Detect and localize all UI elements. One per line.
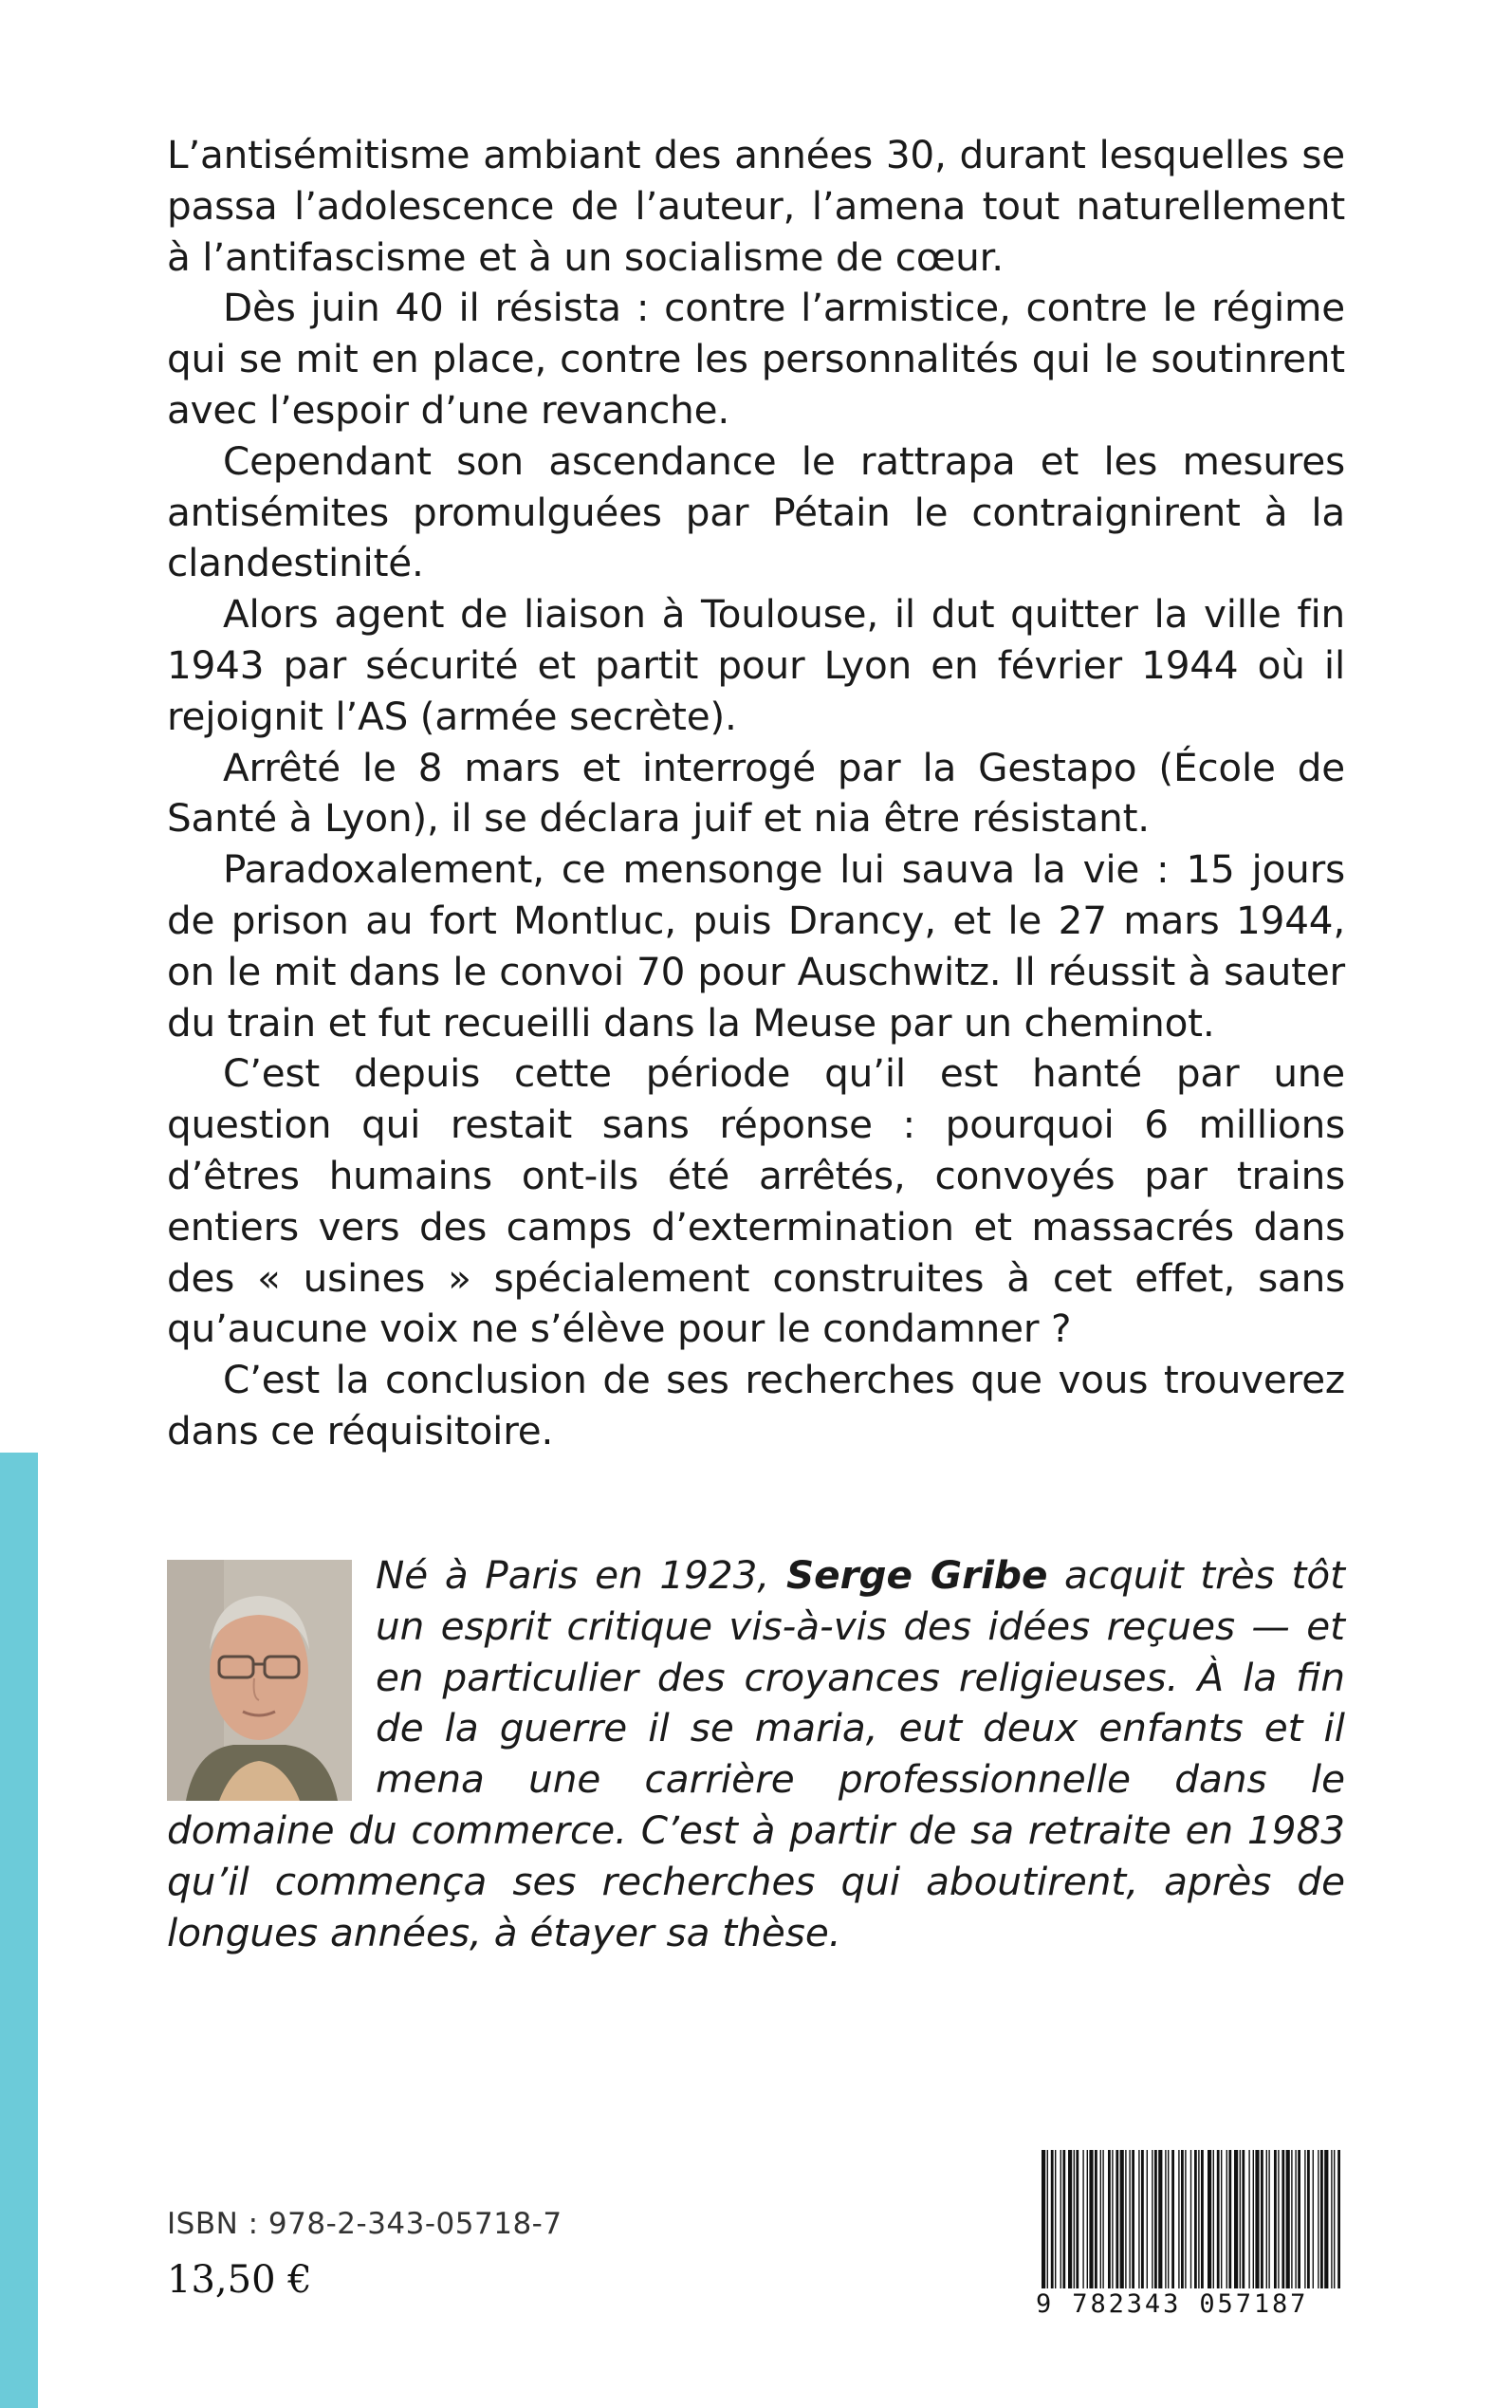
barcode-bar <box>1141 2150 1144 2288</box>
barcode-bar <box>1337 2150 1340 2288</box>
barcode-bar <box>1082 2150 1083 2288</box>
barcode-bar <box>1108 2150 1111 2288</box>
barcode-bar <box>1253 2150 1254 2288</box>
barcode-bar <box>1168 2150 1169 2288</box>
barcode-bar <box>1261 2150 1263 2288</box>
barcode-bar <box>1240 2150 1241 2288</box>
barcode-bar <box>1295 2150 1296 2288</box>
barcode-bar <box>1266 2150 1267 2288</box>
paragraph-1: L’antisémitisme ambiant des années 30, durant lesquelles se passa l’adolescence de l’auteur, l’amena tout naturellement à l’antifascisme et à un socialisme de cœur. <box>167 132 1345 280</box>
barcode-bar <box>1304 2150 1305 2288</box>
barcode-bar <box>1129 2150 1130 2288</box>
barcode-bar <box>1102 2150 1103 2288</box>
barcode-bar <box>1291 2150 1292 2288</box>
isbn-label: ISBN : 978-2-343-05718-7 <box>167 2207 562 2241</box>
barcode-bar <box>1095 2150 1097 2288</box>
barcode-bar <box>1185 2150 1186 2288</box>
paragraph-8: C’est la conclusion de ses recherches que vous trouverez dans ce réquisitoire. <box>167 1357 1345 1454</box>
barcode-bar <box>1226 2150 1227 2288</box>
barcode-bar <box>1307 2150 1310 2288</box>
barcode-bar <box>1055 2150 1056 2288</box>
barcode-bar <box>1324 2150 1328 2288</box>
barcode-bar <box>1334 2150 1335 2288</box>
barcode-bar <box>1125 2150 1126 2288</box>
author-name: Serge Gribe <box>785 1552 1048 1598</box>
author-bio <box>167 1550 1345 1958</box>
barcode-bar <box>1178 2150 1179 2288</box>
barcode-bar <box>1116 2150 1118 2288</box>
barcode-bar <box>1228 2150 1231 2288</box>
barcode-bar <box>1255 2150 1259 2288</box>
paragraph-4: Alors agent de liaison à Toulouse, il dut quitter la ville fin 1943 par sécurité et partit pour Lyon en février 1944 où il rejoignit l’AS (armée secrète). <box>167 591 1345 739</box>
side-color-stripe <box>0 1453 38 2408</box>
barcode-bar <box>1158 2150 1162 2288</box>
barcode-bar <box>1138 2150 1139 2288</box>
barcode-bar <box>1248 2150 1249 2288</box>
barcode-bar <box>1221 2150 1222 2288</box>
barcode-bar <box>1217 2150 1220 2288</box>
barcode-bar <box>1089 2150 1093 2288</box>
barcode-bar <box>1194 2150 1197 2288</box>
back-cover-summary <box>167 130 1345 1457</box>
barcode-bar <box>1112 2150 1113 2288</box>
barcode-bar <box>1181 2150 1184 2288</box>
barcode-bar <box>1047 2150 1048 2288</box>
barcode-bar <box>1268 2150 1269 2288</box>
barcode-bar <box>1201 2150 1204 2288</box>
barcode-bar <box>1154 2150 1157 2288</box>
barcode-bar <box>1132 2150 1134 2288</box>
barcode-bar <box>1074 2150 1075 2288</box>
barcode-bar <box>1062 2150 1065 2288</box>
barcode-bar <box>1087 2150 1088 2288</box>
barcode-bar <box>1242 2150 1245 2288</box>
author-photo <box>167 1560 352 1801</box>
barcode-bar <box>1286 2150 1290 2288</box>
barcode-bar <box>1234 2150 1238 2288</box>
barcode-digits: 9 782343 057187 <box>1036 2289 1309 2319</box>
barcode-bar <box>1190 2150 1191 2288</box>
paragraph-5: Arrêté le 8 mars et interrogé par la Gestapo (École de Santé à Lyon), il se déclara juif et nia être résistant. <box>167 744 1345 842</box>
barcode-bar <box>1100 2150 1101 2288</box>
barcode-bar <box>1051 2150 1054 2288</box>
bio-prefix: Né à Paris en 1923, <box>376 1552 786 1598</box>
paragraph-6: Paradoxalement, ce mensonge lui sauva la vie : 15 jours de prison au fort Montluc, puis Drancy, et le 27 mars 1944, on le mit dans le convoi 70 pour Auschwitz. Il réussit à sauter du train et fut recueilli dans la Meuse par un cheminot. <box>167 846 1345 1046</box>
barcode-bar <box>1313 2150 1314 2288</box>
bio-body: acquit très tôt un esprit critique vis-à-vis des idées reçues — et en particulier des croyances religieuses. À la fin de la guerre il se maria, eut deux enfants et il mena une carrière professionnelle dans le domaine du commerce. C’est à partir de sa retraite en 1983 qu’il commença ses recherches qui aboutirent, après de longues années, à étayer sa thèse. <box>167 1552 1345 1955</box>
paragraph-2: Dès juin 40 il résista : contre l’armistice, contre le régime qui se mit en place, contre les personnalités qui le soutinrent avec l’espoir d’une revanche. <box>167 285 1345 433</box>
barcode-bar <box>1282 2150 1284 2288</box>
barcode-bar <box>1331 2150 1332 2288</box>
barcode-bar <box>1298 2150 1300 2288</box>
barcode-bars <box>1036 2150 1347 2288</box>
paragraph-3: Cependant son ascendance le rattrapa et les mesures antisémites promulguées par Pétain le contraignirent à la clandestinité. <box>167 437 1345 586</box>
barcode-bar <box>1278 2150 1279 2288</box>
barcode-bar <box>1171 2150 1174 2288</box>
barcode-bar <box>1165 2150 1166 2288</box>
barcode-bar <box>1068 2150 1072 2288</box>
barcode-bar <box>1042 2150 1045 2288</box>
barcode <box>1036 2150 1347 2319</box>
barcode-bar <box>1060 2150 1061 2288</box>
barcode-bar <box>1120 2150 1124 2288</box>
barcode-bar <box>1213 2150 1214 2288</box>
barcode-bar <box>1198 2150 1199 2288</box>
barcode-bar <box>1208 2150 1211 2288</box>
barcode-bar <box>1320 2150 1323 2288</box>
price-label: 13,50 € <box>167 2258 312 2302</box>
barcode-bar <box>1076 2150 1079 2288</box>
barcode-bar <box>1274 2150 1277 2288</box>
paragraph-7: C’est depuis cette période qu’il est hanté par une question qui restait sans réponse : pourquoi 6 millions d’êtres humains ont-ils été arrêtés, convoyés par trains entiers vers des camps d’extermination et massacrés dans des « usines » spécialement construites à cet effet, sans qu’aucune voix ne s’élève pour le condamner ? <box>167 1050 1345 1352</box>
barcode-bar <box>1147 2150 1148 2288</box>
